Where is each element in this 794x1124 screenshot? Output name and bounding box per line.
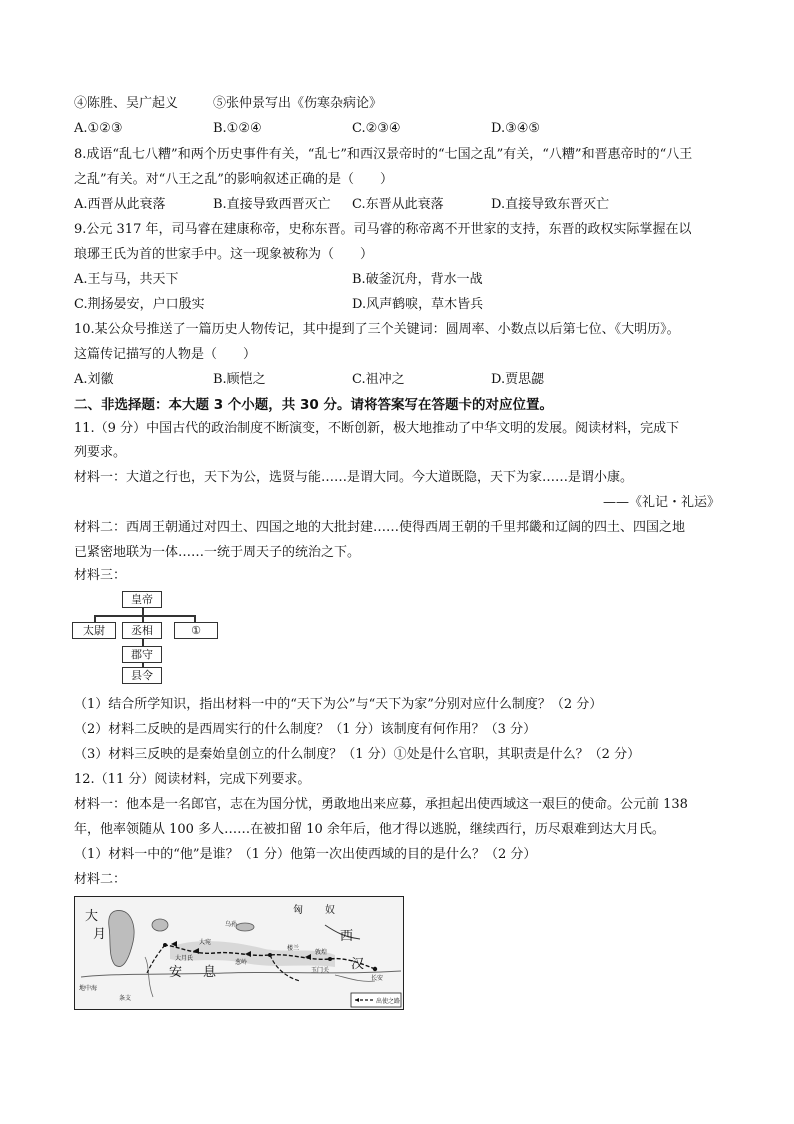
map-label-loulan: 楼兰	[287, 945, 300, 952]
q9-option-a: A.王与马，共天下	[74, 272, 179, 287]
map-label-xiongnu-1: 匈	[293, 905, 303, 916]
q10-stem-line1: 10.某公众号推送了一篇历史人物传记，其中提到了三个关键词：圆周率、小数点以后第七位、《大明历》。	[74, 322, 680, 337]
map-legend-label: 出使之路	[376, 998, 401, 1005]
chart-connector	[94, 615, 96, 622]
q8-option-c: C.东晋从此衰落	[352, 197, 444, 212]
q11-material3-label: 材料三：	[74, 568, 127, 583]
q11-material1-source: ——《礼记・礼运》	[602, 495, 720, 510]
q10-option-d: D.贾思勰	[491, 372, 545, 387]
q11-subquestion-2: （2）材料二反映的是西周实行的什么制度？（1 分）该制度有何作用？（3 分）	[74, 722, 537, 737]
map-label-congling: 葱岭	[235, 959, 248, 966]
map-label-xiongnu-2: 奴	[325, 905, 335, 916]
chart-connector	[142, 615, 144, 622]
q12-intro: 12.（11 分）阅读材料，完成下列要求。	[74, 772, 311, 787]
q12-material1-line1: 材料一：他本是一名郎官，志在为国分忧，勇敢地出来应募，承担起出使西域这一艰巨的使命。公元前 138	[74, 797, 688, 812]
qin-government-chart	[70, 588, 230, 684]
q7-option-d: D.③④⑤	[491, 121, 541, 136]
chart-connector	[194, 615, 196, 622]
q12-material1-line2: 年，他率领随从 100 多人……在被扣留 10 余年后，他才得以逃脱，继续西行，历尽艰难到达大月氏。	[74, 822, 665, 837]
map-label-mediterranean: 地中海	[79, 985, 98, 992]
q10-option-a: A.刘徽	[74, 372, 114, 387]
map-label-xi: 西	[340, 929, 354, 944]
map-label-yumen: 玉门关	[311, 967, 330, 974]
q8-stem-line1: 8.成语“乱七八糟”和两个历史事件有关，“乱七”和西汉景帝时的“七国之乱”有关，“八糟”和晋惠帝时的“八王	[74, 147, 693, 162]
q11-subquestion-1: （1）结合所学知识，指出材料一中的“天下为公”与“天下为家”分别对应什么制度？（2 分）	[74, 697, 603, 712]
q8-option-b: B.直接导致西晋灭亡	[213, 197, 331, 212]
q11-intro-line1: 11.（9 分）中国古代的政治制度不断演变，不断创新，极大地推动了中华文明的发展。阅读材料，完成下	[74, 421, 680, 436]
q7-item-4: ④陈胜、吴广起义	[74, 96, 179, 111]
q11-material2-line1: 材料二：西周王朝通过对四土、四国之地的大批封建……使得西周王朝的千里邦畿和辽阔的四土、四国之地	[74, 520, 686, 535]
q9-stem-line2: 琅琊王氏为首的世家手中。这一现象被称为（ ）	[74, 247, 374, 262]
map-label-yue: 月	[93, 927, 107, 942]
chart-box-chancellor: 丞相	[122, 622, 162, 639]
q12-subquestion-1: （1）材料一中的“他”是谁？（1 分）他第一次出使西域的目的是什么？（2 分）	[74, 847, 537, 862]
q12-material2-label: 材料二：	[74, 872, 127, 887]
map-label-tiaozhi: 条支	[119, 995, 132, 1002]
map-label-dayuan: 大宛	[199, 939, 212, 946]
q7-option-a: A.①②③	[74, 121, 123, 136]
chart-box-blank-1: ①	[174, 622, 218, 639]
q9-option-c: C.荆扬晏安，户口殷实	[74, 297, 205, 312]
q10-option-b: B.顾恺之	[213, 372, 266, 387]
map-label-an: 安	[169, 965, 183, 980]
silk-road-map	[74, 896, 404, 1010]
q8-option-d: D.直接导致东晋灭亡	[491, 197, 610, 212]
q7-option-b: B.①②④	[213, 121, 262, 136]
q9-option-d: D.风声鹤唳，草木皆兵	[352, 297, 484, 312]
chart-box-taiwei: 太尉	[72, 622, 116, 639]
chart-connector	[94, 615, 194, 617]
q9-stem-line1: 9.公元 317 年，司马睿在建康称帝，史称东晋。司马睿的称帝离不开世家的支持，东晋的政权实际掌握在以	[74, 222, 692, 237]
q10-stem-line2: 这篇传记描写的人物是（ ）	[74, 347, 257, 362]
q11-material1: 材料一：大道之行也，天下为公，选贤与能……是谓大同。今大道既隐，天下为家……是谓小康。	[74, 470, 634, 485]
chart-box-junshou: 郡守	[122, 646, 162, 663]
map-label-han: 汉	[351, 957, 365, 972]
q11-intro-line2: 列要求。	[74, 445, 127, 460]
map-label-dunhuang: 敦煌	[315, 949, 328, 956]
q11-material2-line2: 已紧密地联为一体……一统于周天子的统治之下。	[74, 545, 361, 560]
q10-option-c: C.祖冲之	[352, 372, 405, 387]
q9-option-b: B.破釜沉舟，背水一战	[352, 272, 483, 287]
map-label-changan: 长安	[371, 975, 384, 982]
chart-box-xianling: 县令	[122, 667, 162, 684]
map-label-da: 大	[85, 909, 99, 924]
q8-stem-line2: 之乱”有关。对“八王之乱”的影响叙述正确的是（ ）	[74, 172, 393, 187]
map-label-wusun: 乌孙	[225, 921, 238, 928]
q11-subquestion-3: （3）材料三反映的是秦始皇创立的什么制度？（1 分）①处是什么官职，其职责是什么？（2 分）	[74, 747, 641, 762]
q7-item-5: ⑤张仲景写出《伤寒杂病论》	[213, 96, 383, 111]
map-label-xi-anxi: 息	[203, 965, 217, 980]
section2-heading: 二、非选择题：本大题 3 个小题，共 30 分。请将答案写在答题卡的对应位置。	[74, 397, 553, 413]
chart-connector	[142, 639, 144, 646]
q7-option-c: C.②③④	[352, 121, 401, 136]
map-label-dayuezhi: 大月氏	[175, 955, 194, 962]
q8-option-a: A.西晋从此衰落	[74, 197, 166, 212]
chart-box-emperor: 皇帝	[122, 591, 162, 608]
